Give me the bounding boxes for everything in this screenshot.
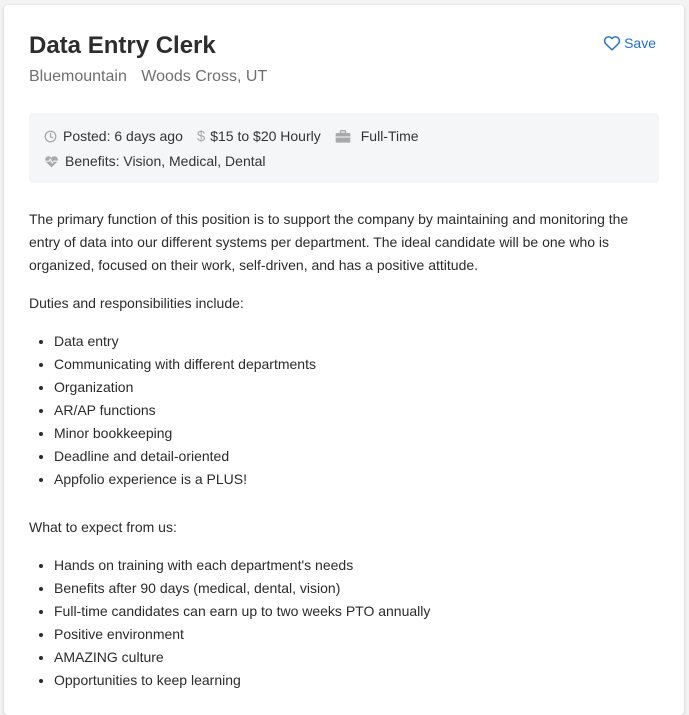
benefits-text: Benefits: Vision, Medical, Dental (65, 152, 266, 169)
list-item: • Minor bookkeeping (54, 422, 659, 445)
heartbeat-icon (44, 155, 59, 168)
clock-icon (44, 130, 57, 143)
description-intro: The primary function of this position is to support the company by maintaining and monitoring the entry of data into our different systems per department. The ideal candidate will be one who is organized, focused on their work, self-driven, and has a positive attitude. (29, 211, 629, 273)
posted-item (44, 127, 183, 146)
heart-icon (603, 35, 624, 51)
save-button[interactable] (603, 35, 656, 51)
company-line (29, 66, 659, 88)
duties-heading: Duties and responsibilities include: (29, 295, 244, 311)
list-item: • AMAZING culture (54, 646, 659, 669)
pay-item (197, 127, 321, 146)
save-label: Save (624, 35, 656, 51)
list-item: • Communicating with different departments (54, 353, 659, 376)
duties-list (29, 330, 659, 491)
list-item: • Opportunities to keep learning (54, 669, 659, 692)
benefits-item (44, 152, 266, 171)
job-type-text: Full-Time (360, 127, 419, 144)
job-type-item (335, 127, 419, 146)
list-item: • Positive environment (54, 623, 659, 646)
expect-list (29, 554, 659, 692)
list-item: • Appfolio experience is a PLUS! (54, 468, 659, 491)
pay-text: $15 to $20 Hourly (210, 127, 321, 144)
job-title: Data Entry Clerk (29, 32, 216, 59)
meta-row-benefits (44, 150, 645, 172)
job-card (4, 5, 684, 715)
list-item: • Full-time candidates can earn up to two weeks PTO annually (54, 600, 659, 623)
posted-text: Posted: 6 days ago (63, 127, 183, 144)
list-item: • Organization (54, 376, 659, 399)
list-item: • AR/AP functions (54, 399, 659, 422)
dollar-icon: $ (196, 127, 206, 145)
job-description (4, 183, 684, 692)
list-item: • Data entry (54, 330, 659, 353)
job-location: Woods Cross, UT (141, 68, 268, 85)
list-item: • Benefits after 90 days (medical, dental, vision) (54, 577, 659, 600)
job-meta-box (29, 113, 659, 183)
list-item: • Deadline and detail-oriented (54, 445, 659, 468)
expect-heading: What to expect from us: (29, 519, 177, 535)
meta-row-primary (44, 125, 645, 147)
company-name: Bluemountain (29, 68, 127, 85)
list-item: • Hands on training with each department's needs (54, 554, 659, 577)
briefcase-icon (335, 130, 351, 143)
job-header (4, 5, 684, 101)
spacer (29, 506, 659, 516)
